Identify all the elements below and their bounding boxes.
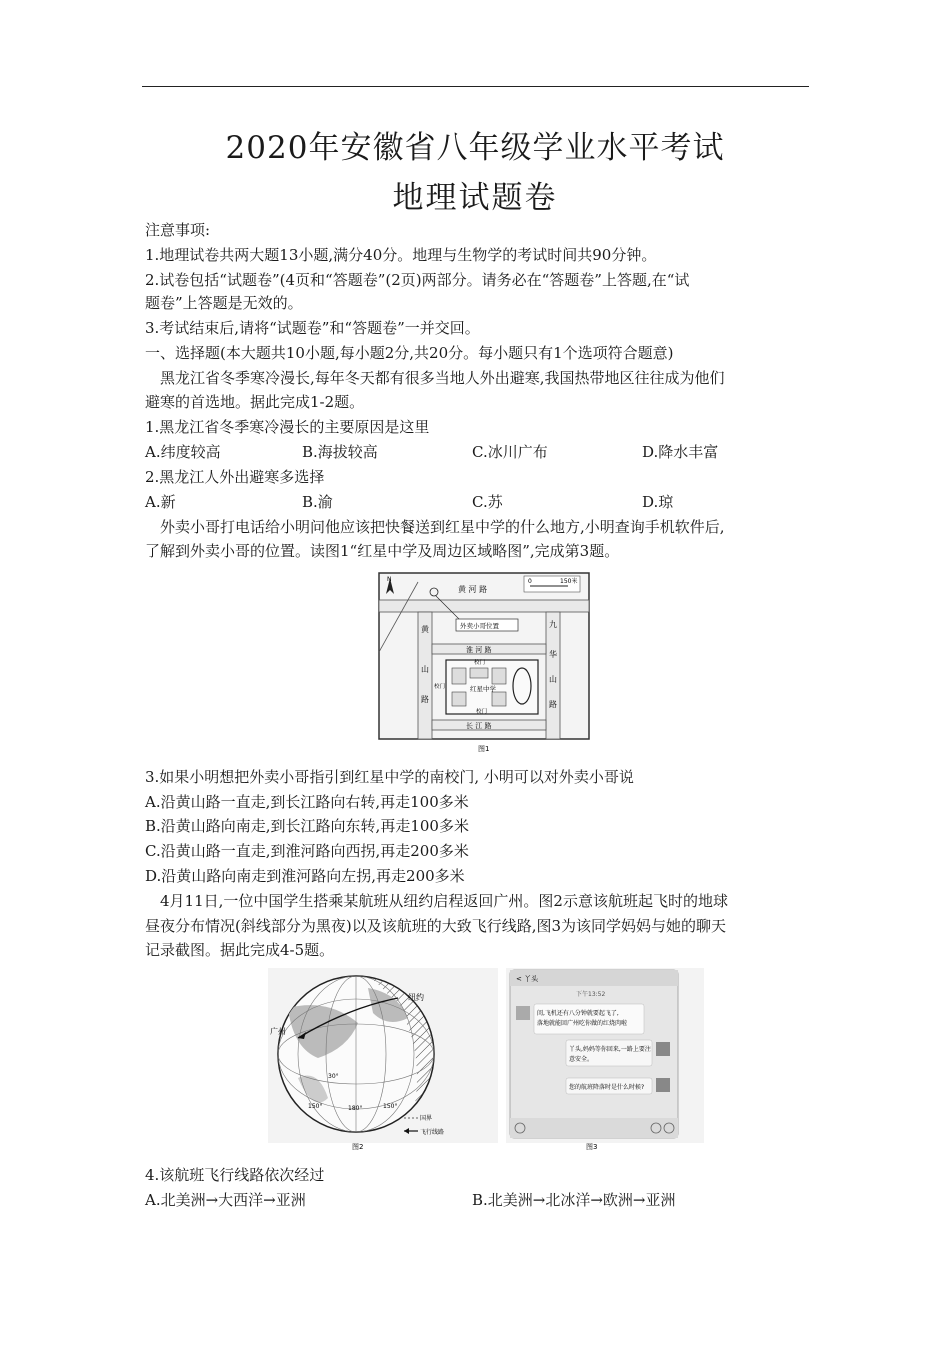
chat-msg-1b: 落地就能回广州吃你做的红烧肉啦 — [537, 1020, 628, 1027]
intro-4b: 昼夜分布情况(斜线部分为黑夜)以及该航班的大致飞行线路,图3为该同学妈妈与她的聊天 — [145, 917, 727, 935]
school-building-2 — [470, 668, 488, 678]
note-3: 3.考试结束后,请将“试题卷”和“答题卷”一并交回。 — [145, 319, 480, 337]
note-1: 1.地理试卷共两大题13小题,满分40分。地理与生物学的考试时间共90分钟。 — [145, 246, 657, 264]
label-huanghe: 黄 河 路 — [458, 585, 488, 594]
section1-heading: 一、选择题(本大题共10小题,每小题2分,共20分。每小题只有1个选项符合题意) — [145, 344, 674, 362]
avatar-daughter-1 — [656, 1042, 670, 1056]
intro-1a: 黑龙江省冬季寒冷漫长,每年冬天都有很多当地人外出避寒,我国热带地区往往成为他们 — [160, 369, 725, 387]
label-jiuhuashan-2: 华 — [549, 650, 557, 659]
label-lon180: 180° — [348, 1105, 363, 1112]
chat-msg-2b: 意安全。 — [569, 1056, 594, 1063]
chat-input-bar — [510, 1118, 678, 1138]
chat-back-label: < 丫头 — [516, 975, 539, 983]
note-2b: 题卷”上答题是无效的。 — [145, 294, 303, 312]
q3-stem: 3.如果小明想把外卖小哥指引到红星中学的南校门, 小明可以对外卖小哥说 — [145, 768, 634, 786]
note-2a: 2.试卷包括“试题卷”(4页和“答题卷”(2页)两部分。请务必在“答题卷”上答题,在“试 — [145, 271, 690, 289]
label-huangshan-2: 山 — [421, 665, 429, 674]
label-lon150a: 150° — [308, 1103, 323, 1110]
q2-option-a: A.新 — [145, 493, 176, 511]
top-rule — [142, 86, 809, 87]
north-label: N — [387, 576, 392, 583]
exam-title: 2020年安徽省八年级学业水平考试 — [225, 130, 725, 166]
label-guangzhou: 广州 — [270, 1027, 286, 1036]
gate-west: 校门 — [434, 684, 446, 690]
label-jiuhuashan-4: 路 — [549, 700, 557, 709]
q2-option-b: B.渝 — [302, 493, 333, 511]
school-building-5 — [492, 692, 506, 706]
legend-route-label: 飞行线路 — [420, 1129, 445, 1136]
q4-option-a: A.北美洲→大西洋→亚洲 — [145, 1191, 306, 1209]
label-lon150b: 150° — [383, 1103, 398, 1110]
q3-option-d: D.沿黄山路向南走到淮河路向左拐,再走200多米 — [145, 867, 465, 885]
chat-msg-3: 您的航班降落时是什么时候? — [569, 1084, 645, 1091]
legend-border-label: 国界 — [420, 1115, 433, 1122]
intro-4a: 4月11日,一位中国学生搭乘某航班从纽约启程返回广州。图2示意该航班起飞时的地球 — [160, 892, 728, 910]
chat-time: 下午13:52 — [576, 991, 606, 998]
intro-3a: 外卖小哥打电话给小明问他应该把快餐送到红星中学的什么地方,小明查询手机软件后, — [160, 518, 725, 536]
q3-option-c: C.沿黄山路一直走,到淮河路向西拐,再走200多米 — [145, 842, 469, 860]
courier-label: 外卖小哥位置 — [460, 622, 499, 630]
figure-2-globe — [268, 968, 498, 1158]
label-newyork: 纽约 — [408, 993, 424, 1002]
figure-3-caption: 图3 — [586, 1143, 598, 1151]
figure-2-caption: 图2 — [352, 1143, 364, 1151]
q1-option-a: A.纬度较高 — [145, 443, 221, 461]
label-huangshan-1: 黄 — [421, 625, 429, 634]
scale-label: 150米 — [560, 578, 578, 585]
road-huanghe — [379, 600, 589, 612]
q2-option-d: D.琼 — [642, 493, 674, 511]
avatar-daughter-2 — [656, 1078, 670, 1092]
label-jiuhuashan-1: 九 — [549, 620, 557, 629]
q3-option-a: A.沿黄山路一直走,到长江路向右转,再走100多米 — [145, 793, 469, 811]
school-building-4 — [452, 692, 466, 706]
q4-option-b: B.北美洲→北冰洋→欧洲→亚洲 — [472, 1191, 676, 1209]
q2-stem: 2.黑龙江人外出避寒多选择 — [145, 468, 325, 486]
q1-option-b: B.海拔较高 — [302, 443, 378, 461]
school-building-1 — [452, 668, 466, 684]
label-lat30: 30° — [328, 1073, 339, 1080]
figure-1-map — [378, 572, 596, 756]
exam-subtitle: 地理试题卷 — [392, 180, 558, 216]
q4-stem: 4.该航班飞行线路依次经过 — [145, 1166, 325, 1184]
label-huaihe: 淮 河 路 — [466, 646, 492, 654]
school-name: 红星中学 — [470, 685, 496, 693]
q1-stem: 1.黑龙江省冬季寒冷漫长的主要原因是这里 — [145, 418, 430, 436]
notes-heading: 注意事项: — [145, 221, 211, 239]
label-changjiang: 长 江 路 — [466, 722, 492, 730]
q1-option-d: D.降水丰富 — [642, 443, 719, 461]
intro-4c: 记录截图。据此完成4-5题。 — [145, 941, 335, 959]
scale-zero: 0 — [528, 578, 532, 585]
chat-msg-1: 闺,飞机还有八分钟就要起飞了, — [537, 1010, 619, 1017]
avatar-mom — [516, 1006, 530, 1020]
label-jiuhuashan-3: 山 — [549, 675, 557, 684]
figure-1-caption: 图1 — [478, 745, 490, 753]
q2-option-c: C.苏 — [472, 493, 503, 511]
q1-option-c: C.冰川广布 — [472, 443, 548, 461]
intro-3b: 了解到外卖小哥的位置。读图1“红星中学及周边区域略图”,完成第3题。 — [145, 542, 620, 560]
label-huangshan-3: 路 — [421, 695, 429, 704]
chat-msg-2: 丫头,妈妈等你回来,一路上要注 — [569, 1046, 651, 1053]
q3-option-b: B.沿黄山路向南走,到长江路向东转,再走100多米 — [145, 817, 469, 835]
gate-south: 校门 — [476, 709, 488, 715]
gate-north: 校门 — [474, 660, 486, 666]
school-building-3 — [492, 668, 506, 684]
figure-3-chat — [506, 968, 704, 1158]
chat-bubble-1 — [534, 1004, 644, 1034]
intro-1b: 避寒的首选地。据此完成1-2题。 — [145, 393, 365, 411]
